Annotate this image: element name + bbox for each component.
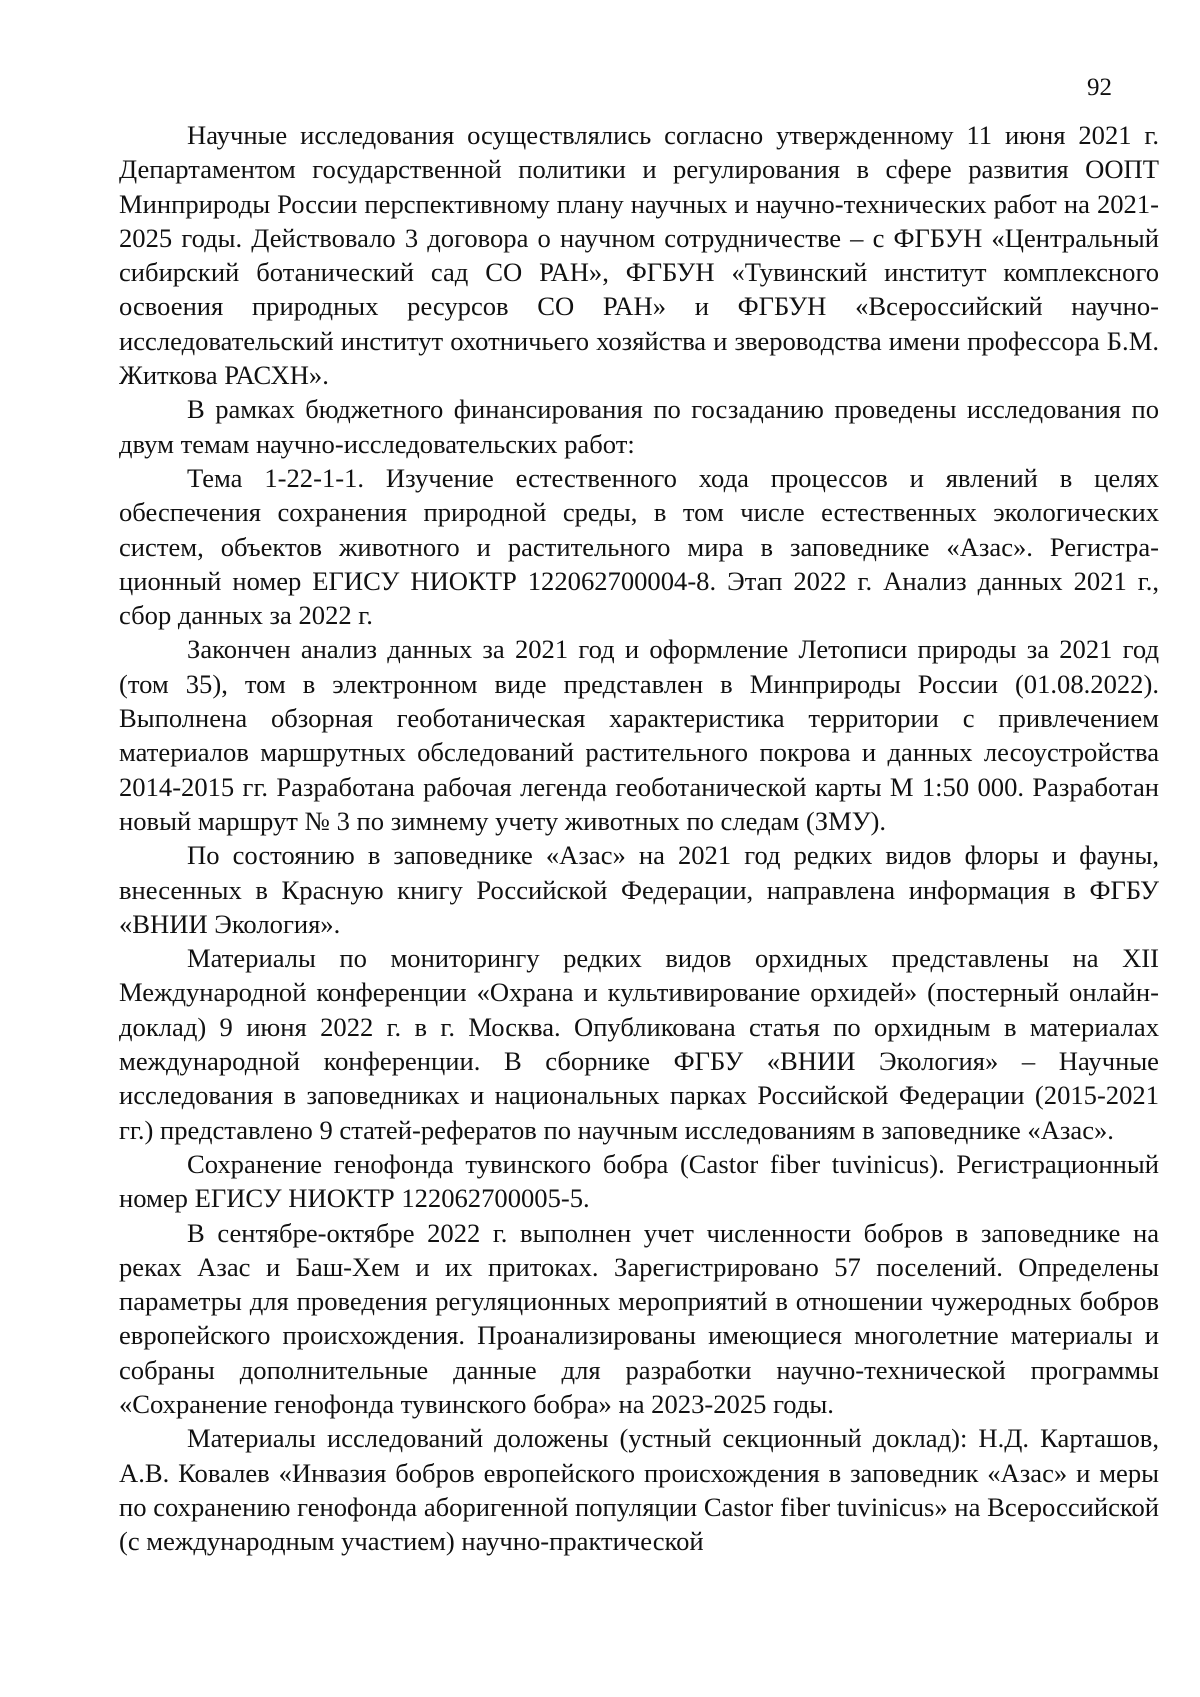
page-body [119,118,1159,1558]
paragraph-research-reports: Материалы исследований доложены (устный секционный доклад): Н.Д. Карташов, А.В. Ковалев «Инвазия бобров европейского происхождения в заповедник «Азас» и меры по сохранению генофонда аборигенной популяции Castor fiber tuvinicus» на Всероссийской (с международным участием) научно-практической [119,1423,1159,1557]
paragraph-research-plan: Научные исследования осуществлялись согласно утвержденному 11 июня 2021 г. Департаментом государственной политики и регулирования в сфере развития ООПТ Минприроды России перспективному плану научных и научно-технических работ на 2021-2025 годы. Действовало 3 договора о научном сотрудничестве – с ФГБУН «Центральный сибирский ботанический сад СО РАН», ФГБУН «Тувинский институт комплексного освоения природных ресурсов СО РАН» и ФГБУН «Всероссийский научно-исследовательский институт охотничьего хозяйства и звероводства имени профессора Б.М. Житкова РАСХН». [119,120,1159,391]
paragraph-beaver-topic: Сохранение генофонда тувинского бобра (Castor fiber tuvinicus). Регистрационный номер ЕГИСУ НИОКТР 122062700005-5. [119,1148,1159,1214]
paragraph-red-book-species: По состоянию в заповеднике «Азас» на 2021 год редких видов флоры и фауны, внесенных в Красную книгу Российской Федерации, направлена информация в ФГБУ «ВНИИ Экология». [119,840,1159,939]
paragraph-beaver-census: В сентябре-октябре 2022 г. выполнен учет численности бобров в заповеднике на реках Азас и Баш-Хем и их притоках. Зарегистрировано 57 поселений. Определены параметры для проведения регуляционных мероприятий в отношении чужеродных бобров европейского происхождения. Проанализированы имеющиеся многолетние материалы и собраны дополнительные данные для разработки научно-технической программы «Сохранение генофонда тувинского бобра» на 2023-2025 годы. [119,1217,1159,1419]
page-number: 92 [1087,74,1112,101]
paragraph-orchid-monitoring: Материалы по мониторингу редких видов орхидных представлены на XII Международной конференции «Охрана и культивирование орхидей» (постерный онлайн-доклад) 9 июня 2022 г. в г. Москва. Опубликована статья по орхидным в материалах международной конференции. В сборнике ФГБУ «ВНИИ Экология» – Научные исследования в заповедниках и национальных парках Российской Федерации (2015-2021 гг.) представлено 9 статей-рефератов по научным исследованиям в заповеднике «Азас». [119,943,1159,1145]
paragraph-budget-funding: В рамках бюджетного финансирования по госзаданию проведены исследования по двум темам научно-исследовательских работ: [119,394,1159,459]
paragraph-data-analysis: Закончен анализ данных за 2021 год и оформление Летописи природы за 2021 год (том 35), том в электронном виде представлен в Минприроды России (01.08.2022). Выполнена обзорная геоботаническая характеристика территории с привлечением материалов маршрутных обследований растительного покрова и данных лесоустройства 2014-2015 гг. Разработана рабочая легенда геоботанической карты М 1:50 000. Разработан новый маршрут № 3 по зимнему учету животных по следам (ЗМУ). [119,634,1159,836]
paragraph-topic-1-22-1-1: Тема 1-22-1-1. Изучение естественного хода процессов и явлений в целях обеспечения сохранения природной среды, в том числе естественных экологических систем, объектов животного и растительного мира в заповеднике «Азас». Регистрационный номер ЕГИСУ НИОКТР 122062700004-8. Этап 2022 г. Анализ данных 2021 г., сбор данных за 2022 г. [119,462,1159,631]
